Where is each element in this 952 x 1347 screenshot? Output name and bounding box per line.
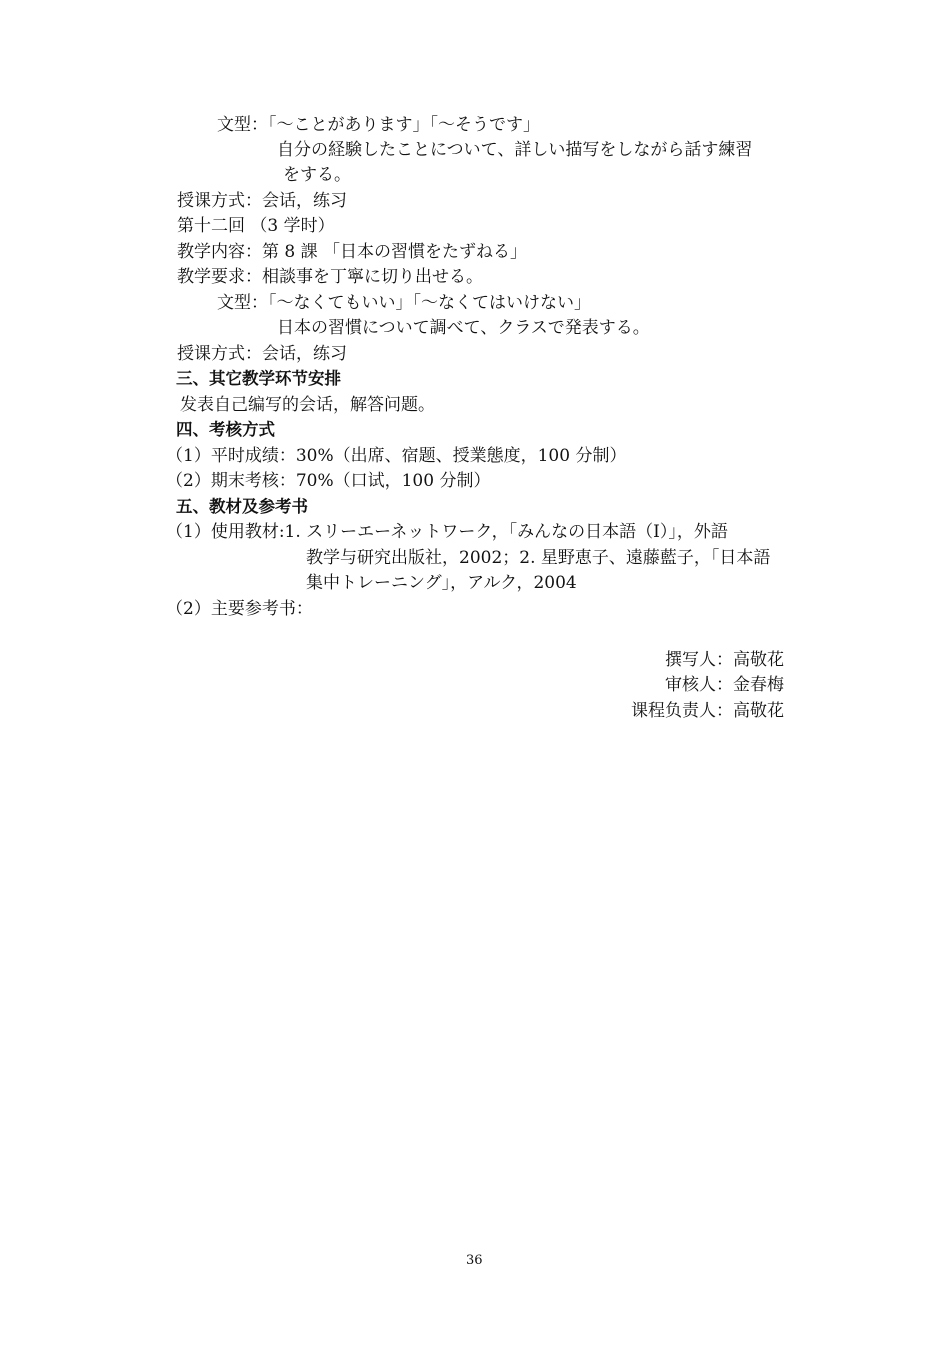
textbook-item-cont: 集中トレーニング」，アルク，2004 bbox=[306, 573, 577, 593]
practice-description: 日本の習慣について調べて、クラスで発表する。 bbox=[277, 318, 650, 338]
textbook-item: （1）使用教材:1. スリーエーネットワーク，「みんなの日本語（Ⅰ）」，外語 bbox=[166, 522, 728, 542]
assessment-item-1: （1）平时成绩：30%（出席、宿题、授業態度，100 分制） bbox=[166, 446, 627, 466]
other-activities-text: 发表自己编写的会话，解答问题。 bbox=[180, 395, 435, 415]
sentence-pattern-line: 文型：「～ことがあります」「～そうです」 bbox=[217, 115, 540, 135]
section-heading-4: 四、考核方式 bbox=[176, 420, 275, 439]
section-heading-3: 三、其它教学环节安排 bbox=[176, 369, 341, 388]
page-number: 36 bbox=[466, 1253, 483, 1268]
lesson-heading: 第十二回 （3 学时） bbox=[177, 216, 335, 236]
reviewer-signature: 审核人：金春梅 bbox=[665, 675, 784, 695]
practice-description: 自分の経験したことについて、詳しい描写をしながら話す練習 bbox=[277, 140, 753, 160]
assessment-item-2: （2）期末考核：70%（口试，100 分制） bbox=[166, 471, 491, 491]
writer-signature: 撰写人：高敬花 bbox=[665, 650, 784, 670]
teaching-method: 授课方式：会话，练习 bbox=[177, 344, 347, 364]
teaching-content: 教学内容：第 8 課 「日本の習慣をたずねる」 bbox=[177, 242, 528, 262]
section-heading-5: 五、教材及参考书 bbox=[176, 497, 308, 516]
reference-books: （2）主要参考书： bbox=[166, 599, 313, 619]
teaching-method: 授课方式：会话，练习 bbox=[177, 191, 347, 211]
sentence-pattern-line: 文型：「～なくてもいい」「～なくてはいけない」 bbox=[217, 293, 591, 313]
course-lead-signature: 课程负责人：高敬花 bbox=[631, 701, 784, 721]
textbook-item-cont: 教学与研究出版社，2002；2. 星野恵子、遠藤藍子，「日本語 bbox=[306, 548, 771, 568]
teaching-requirement: 教学要求：相談事を丁寧に切り出せる。 bbox=[177, 267, 483, 287]
practice-description-cont: をする。 bbox=[283, 165, 351, 185]
